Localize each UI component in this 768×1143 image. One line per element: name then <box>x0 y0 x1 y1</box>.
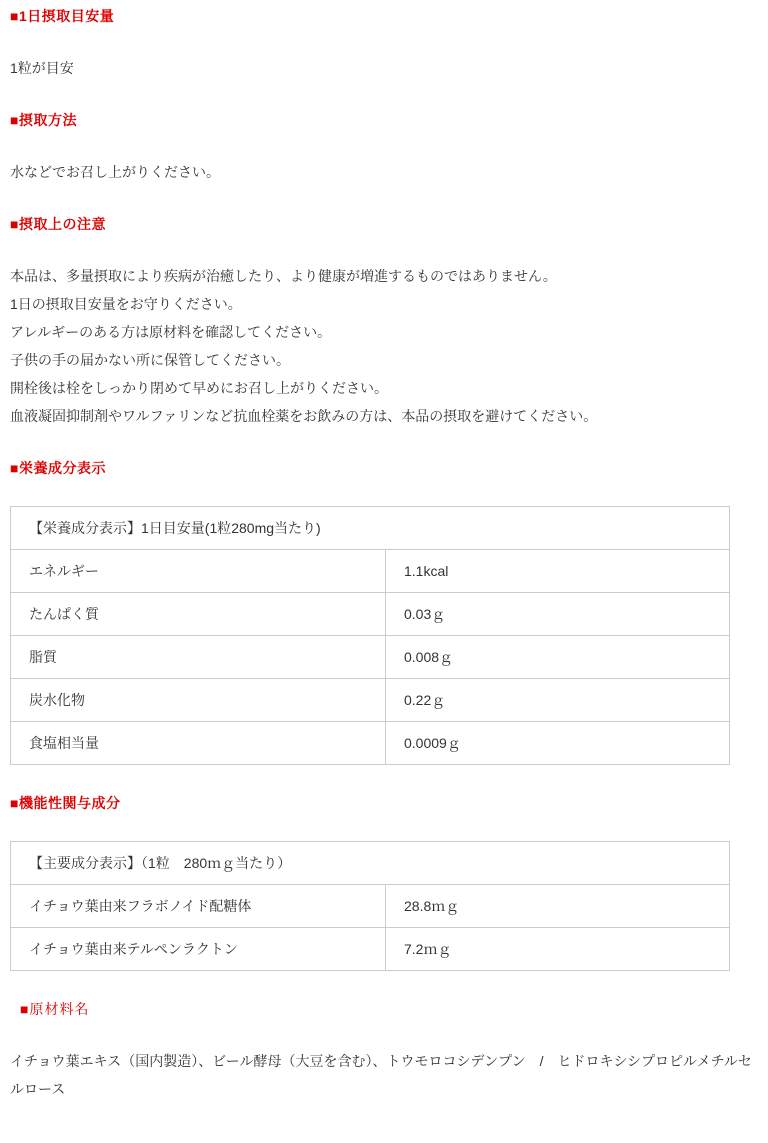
section-heading-nutrition-facts: ■栄養成分表示 <box>10 460 106 476</box>
table-label-cell: 脂質 <box>11 636 386 679</box>
functional-ingredients-table <box>10 841 730 971</box>
table-value-cell: 0.008ｇ <box>386 636 730 679</box>
precaution-line: 子供の手の届かない所に保管してください。 <box>10 352 290 368</box>
section-heading-intake-method: ■摂取方法 <box>10 112 77 128</box>
daily-intake-body <box>10 54 758 82</box>
table-caption: 【主要成分表示】（1粒 280ｍｇ当たり） <box>11 842 730 885</box>
table-caption: 【栄養成分表示】1日目安量(1粒280mg当たり) <box>11 507 730 550</box>
table-row <box>11 722 730 765</box>
table-row <box>11 550 730 593</box>
section-heading-precautions: ■摂取上の注意 <box>10 216 106 232</box>
body-text: イチョウ葉エキス（国内製造）、ビール酵母（大豆を含む）、トウモロコシデンプン / ヒドロキシシプロピルメチルセルロース <box>10 1053 752 1097</box>
table-row <box>11 593 730 636</box>
table-label-cell: たんぱく質 <box>11 593 386 636</box>
precaution-line: 1日の摂取目安量をお守りください。 <box>10 296 242 312</box>
table-row <box>11 928 730 971</box>
table-caption-row <box>11 842 730 885</box>
table-label-cell: イチョウ葉由来テルペンラクトン <box>11 928 386 971</box>
table-value-cell: 7.2ｍｇ <box>386 928 730 971</box>
section-heading-raw-materials: ■原材料名 <box>20 1001 90 1017</box>
nutrition-facts-table <box>10 506 730 765</box>
intake-method-body <box>10 158 758 186</box>
table-value-cell: 28.8ｍｇ <box>386 885 730 928</box>
table-caption-row <box>11 507 730 550</box>
precaution-line: 開栓後は栓をしっかり閉めて早めにお召し上がりください。 <box>10 380 388 396</box>
table-label-cell: 炭水化物 <box>11 679 386 722</box>
raw-materials-body <box>10 1047 758 1103</box>
table-row <box>11 679 730 722</box>
precautions-body <box>10 262 758 430</box>
table-row <box>11 885 730 928</box>
table-label-cell: イチョウ葉由来フラボノイド配糖体 <box>11 885 386 928</box>
section-heading-daily-intake: ■1日摂取目安量 <box>10 8 115 24</box>
precaution-line: 本品は、多量摂取により疾病が治癒したり、より健康が増進するものではありません。 <box>10 268 557 284</box>
table-value-cell: 1.1kcal <box>386 550 730 593</box>
table-label-cell: 食塩相当量 <box>11 722 386 765</box>
table-value-cell: 0.0009ｇ <box>386 722 730 765</box>
section-heading-functional-ingredients: ■機能性関与成分 <box>10 795 121 811</box>
precaution-line: アレルギーのある方は原材料を確認してください。 <box>10 324 332 340</box>
table-row <box>11 636 730 679</box>
table-value-cell: 0.03ｇ <box>386 593 730 636</box>
body-text: 1粒が目安 <box>10 60 74 76</box>
body-text: 水などでお召し上がりください。 <box>10 164 220 180</box>
table-value-cell: 0.22ｇ <box>386 679 730 722</box>
table-label-cell: エネルギー <box>11 550 386 593</box>
precaution-line: 血液凝固抑制剤やワルファリンなど抗血栓薬をお飲みの方は、本品の摂取を避けてください。 <box>10 408 598 424</box>
